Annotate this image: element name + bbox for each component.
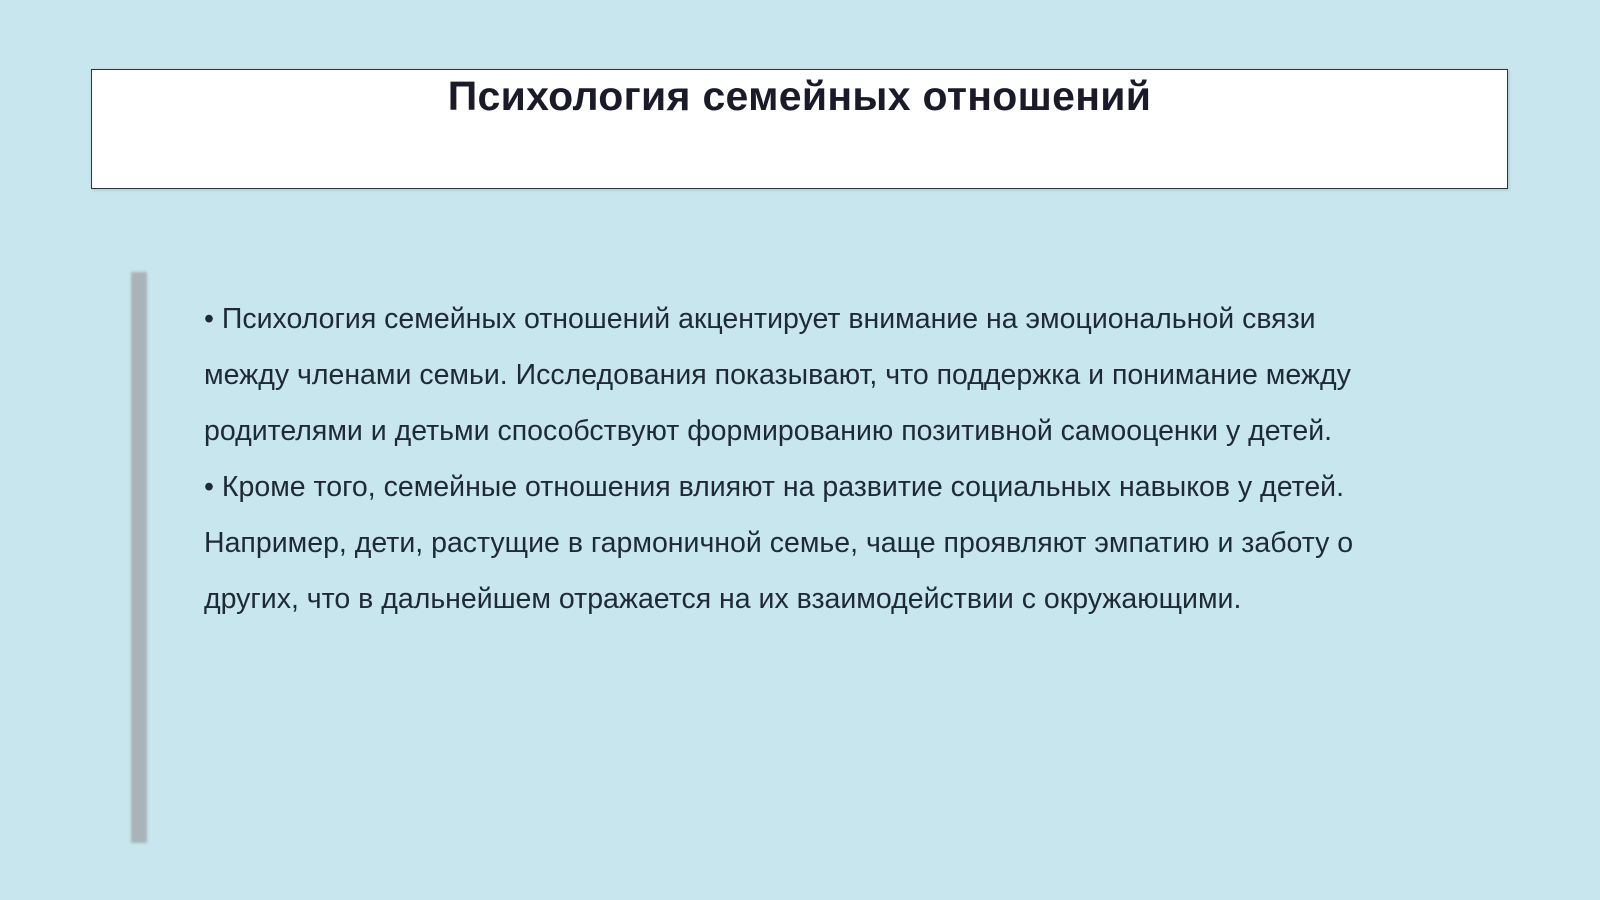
slide-body — [204, 291, 1404, 627]
accent-bar — [131, 272, 147, 843]
slide-title: Психология семейных отношений — [447, 73, 1152, 119]
bullet-paragraph-1: • Психология семейных отношений акцентирует внимание на эмоциональной связи между членами семьи. Исследования показывают, что поддержка и понимание между родителями и детьми способствуют формированию позитивной самооценки у детей. — [204, 303, 1351, 447]
bullet-paragraph-2: • Кроме того, семейные отношения влияют на развитие социальных навыков у детей. Например, дети, растущие в гармоничной семье, чаще проявляют эмпатию и заботу о других, что в дальнейшем отражается на их взаимодействии с окружающими. — [204, 471, 1354, 615]
title-box — [91, 69, 1508, 189]
